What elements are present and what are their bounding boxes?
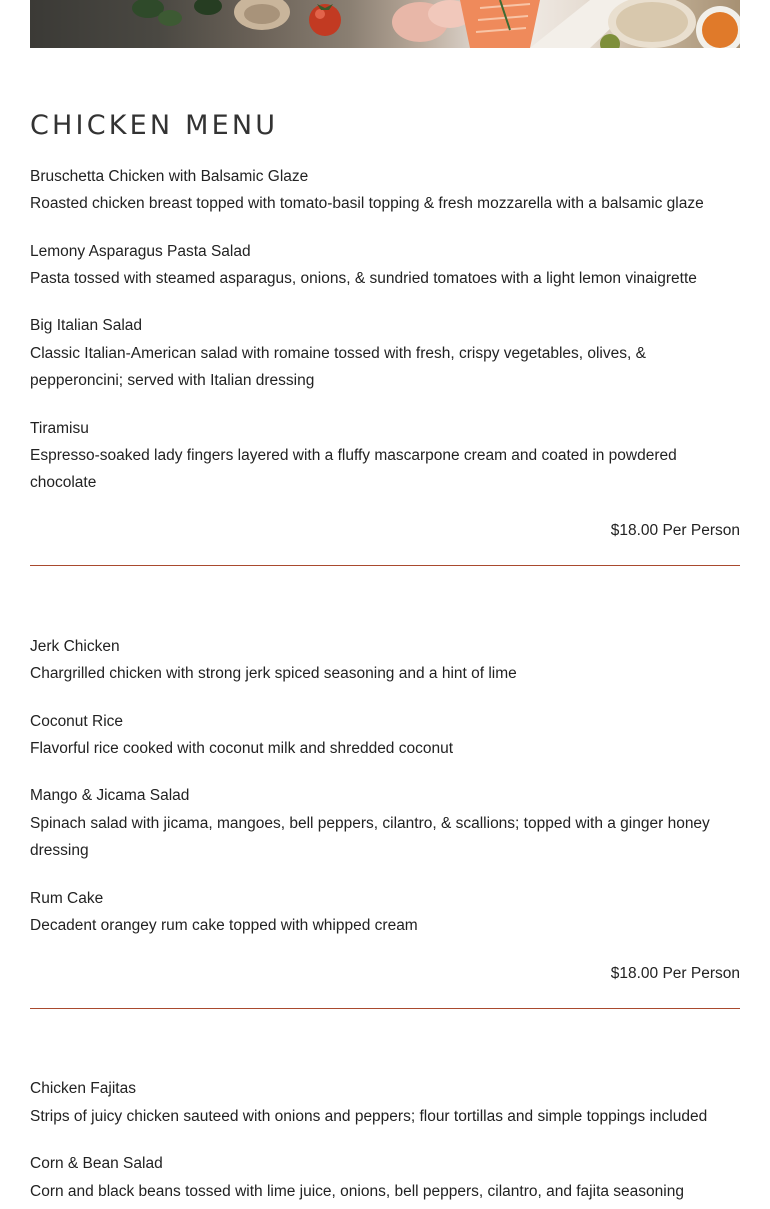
section-divider [30,1008,740,1009]
menu-item-description: Espresso-soaked lady fingers layered with a fluffy mascarpone cream and coated in powdered chocolate [30,447,677,491]
menu-item-name: Corn & Bean Salad [30,1155,163,1172]
menu-item-description: Chargrilled chicken with strong jerk spiced seasoning and a hint of lime [30,665,517,682]
menu-item-name: Coconut Rice [30,713,124,730]
menu-item-name: Mango & Jicama Salad [30,787,190,804]
spinach-leaf-shape [194,0,222,15]
price-label: $18.00 Per Person [610,965,740,982]
tomato-highlight-shape [315,9,325,19]
spinach-leaf-shape [158,10,182,26]
menu-item-name: Lemony Asparagus Pasta Salad [30,243,251,260]
menu-item-description: Decadent orangey rum cake topped with whipped cream [30,917,418,934]
menu-item-name: Big Italian Salad [30,317,143,334]
menu-item-description: Pasta tossed with steamed asparagus, onions, & sundried tomatoes with a light lemon vinaigrette [30,270,697,287]
menu-item-name: Tiramisu [30,420,89,437]
lentils-shape [702,12,738,48]
mushroom-shape [244,4,280,24]
menu-item-description: Strips of juicy chicken sauteed with onions and peppers; flour tortillas and simple toppings included [30,1108,708,1125]
menu-item-name: Rum Cake [30,890,104,907]
section-divider [30,565,740,566]
menu-item-description: Classic Italian-American salad with romaine tossed with fresh, crispy vegetables, olives, & pepperoncini; served with Italian dressing [30,345,646,389]
menu-item-name: Chicken Fajitas [30,1080,136,1097]
menu-item-description: Roasted chicken breast topped with tomato-basil topping & fresh mozzarella with a balsamic glaze [30,195,704,212]
food-photo-icon [30,0,740,48]
price-label: $18.00 Per Person [610,522,740,539]
menu-item-name: Bruschetta Chicken with Balsamic Glaze [30,168,309,185]
oats-shape [616,2,688,42]
hero-banner-image [30,0,740,48]
menu-item-description: Spinach salad with jicama, mangoes, bell peppers, cilantro, & scallions; topped with a ginger honey dressing [30,815,710,859]
menu-item-description: Flavorful rice cooked with coconut milk and shredded coconut [30,740,454,757]
page-title: CHICKEN MENU [30,110,279,141]
menu-item-name: Jerk Chicken [30,638,120,655]
menu-item-description: Corn and black beans tossed with lime juice, onions, bell peppers, cilantro, and fajita seasoning [30,1183,684,1200]
